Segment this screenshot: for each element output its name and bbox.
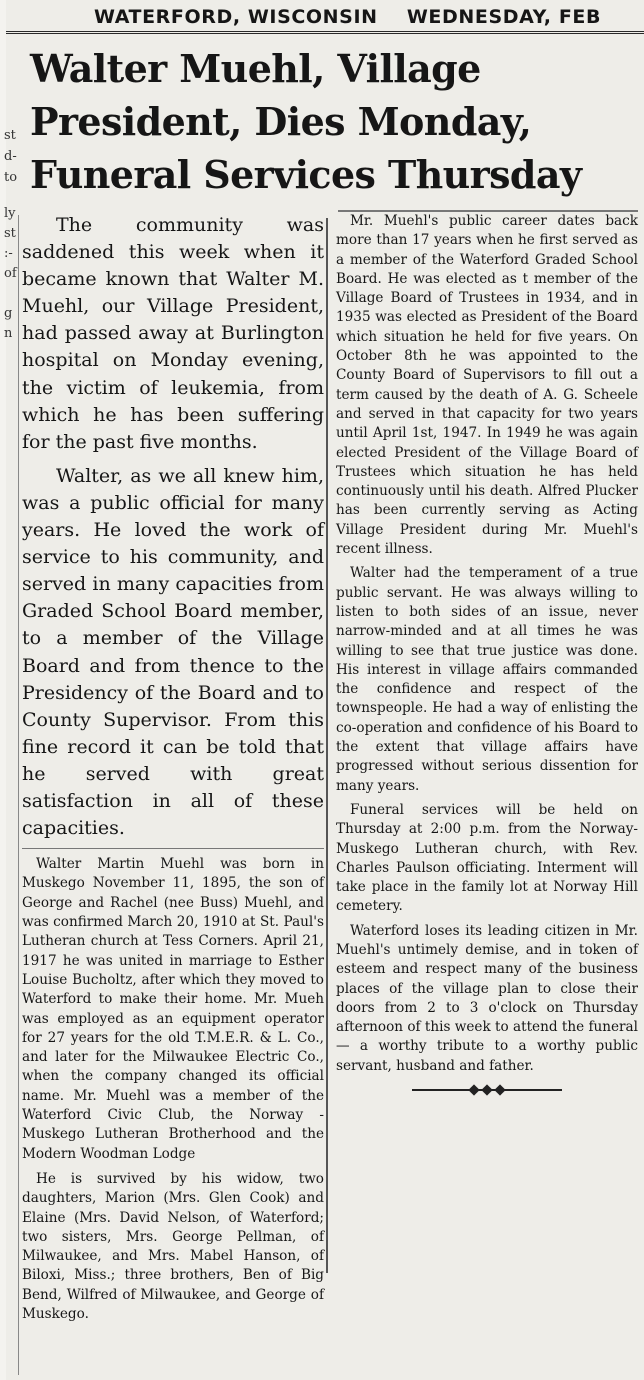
masthead [6, 0, 644, 34]
right-column [336, 212, 638, 1096]
margin-fragment: of [4, 266, 17, 281]
end-of-article-ornament [412, 1084, 562, 1096]
margin-fragment: to [4, 170, 18, 185]
biography-paragraph: Walter Martin Muehl was born in Muskego November 11, 1895, the son of George and Rachel (nee Buss) Muehl, and was confirmed March 20, 1910 at St. Paul's Lutheran church at Tess Corners. April 21, 1917 he was united in marriage to Esther Louise Bucholtz, after which they moved to Waterford to make their home. Mr. Mueh was employed as an equipment operator for 27 years for the old T.M.E.R. & L. Co., and later for the Milwaukee Electric Co., when the company changed its official name. Mr. Muehl was a member of the Waterford Civic Club, the Norway - Muskego Lutheran Brotherhood and the Modern Woodman Lodge [22, 856, 324, 1162]
divider [22, 848, 324, 849]
margin-fragment: st [4, 226, 16, 241]
margin-fragment: d- [4, 149, 17, 164]
margin-fragment: st [4, 128, 16, 143]
left-edge-rule [18, 215, 19, 1375]
funeral-paragraph: Funeral services will be held on Thursday at 2:00 p.m. from the Norway-Muskego Lutheran church, with Rev. Charles Paulson officiating. Interment will take place in the family lot at Norway Hill cemetery. [336, 801, 638, 915]
headline-line-3: Funeral Services Thursday [30, 152, 582, 197]
headline-line-2: President, Dies Monday, [30, 99, 532, 144]
margin-fragment: n [4, 326, 13, 341]
lead-paragraph: Walter, as we all knew him, was a public official for many years. He loved the work of service to his community, and served in many capacities from Graded School Board member, to a member of the Village Board and from thence to the Presidency of the Board and to County Supervisor. From this fine record it can be told that he served with great satisfaction in all of these capacities. [22, 464, 324, 840]
column-rule [326, 218, 328, 1273]
masthead-date: WEDNESDAY, FEB [406, 6, 602, 28]
lead-paragraph: The community was saddened this week when it became known that Walter M. Muehl, our Village President, had passed away at Burlington hospital on Monday evening, the victim of leukemia, from which he has been suffering for the past five months. [22, 214, 324, 453]
headline-line-1: Walter Muehl, Village [30, 46, 481, 91]
headline [30, 42, 630, 201]
career-paragraph: Mr. Muehl's public career dates back more than 17 years when he first served as a member of the Waterford Graded School Board. He was elected as t member of the Village Board of Trustees in 1934, and in 1935 was elected as President of the Board which situation he held for five years. On October 8th he was appointed to the County Board of Supervisors to fill out a term caused by the death of A. G. Scheele and served in that capacity for two years until April 1st, 1947. In 1949 he was again elected President of the Village Board of Trustees which situation he has held continuously until his death. Alfred Plucker has been currently serving as Acting Village President during Mr. Muehl's recent illness. [336, 213, 638, 558]
tribute-paragraph: Waterford loses its leading citizen in Mr. Muehl's untimely demise, and in token of esteem and respect many of the business places of the village plan to close their doors from 2 to 3 o'clock on Thursday afternoon of this week to attend the funeral — a worthy tribute to a worthy public servant, husband and father. [336, 922, 638, 1074]
margin-fragment: :- [4, 246, 13, 261]
margin-fragment: ly [4, 206, 16, 221]
margin-fragment: g [4, 306, 13, 321]
character-paragraph: Walter had the temperament of a true public servant. He was always willing to listen to both sides of an issue, never narrow-minded and at all times he was willing to see that true justice was done. His interest in village affairs commanded the confidence and respect of the townspeople. He had a way of enlisting the co-operation and confidence of his Board to the extent that village affairs have progressed without serious dissention for many years. [336, 565, 638, 794]
survivors-paragraph: He is survived by his widow, two daughters, Marion (Mrs. Glen Cook) and Elaine (Mrs. David Nelson, of Waterford; two sisters, Mrs. George Pellman, of Milwaukee, and Mrs. Mabel Hanson, of Biloxi, Miss.; three brothers, Ben of Big Bend, Wilfred of Milwaukee, and George of Muskego. [22, 1170, 324, 1322]
masthead-place: WATERFORD, WISCONSIN [94, 6, 378, 28]
left-column [22, 212, 324, 1324]
